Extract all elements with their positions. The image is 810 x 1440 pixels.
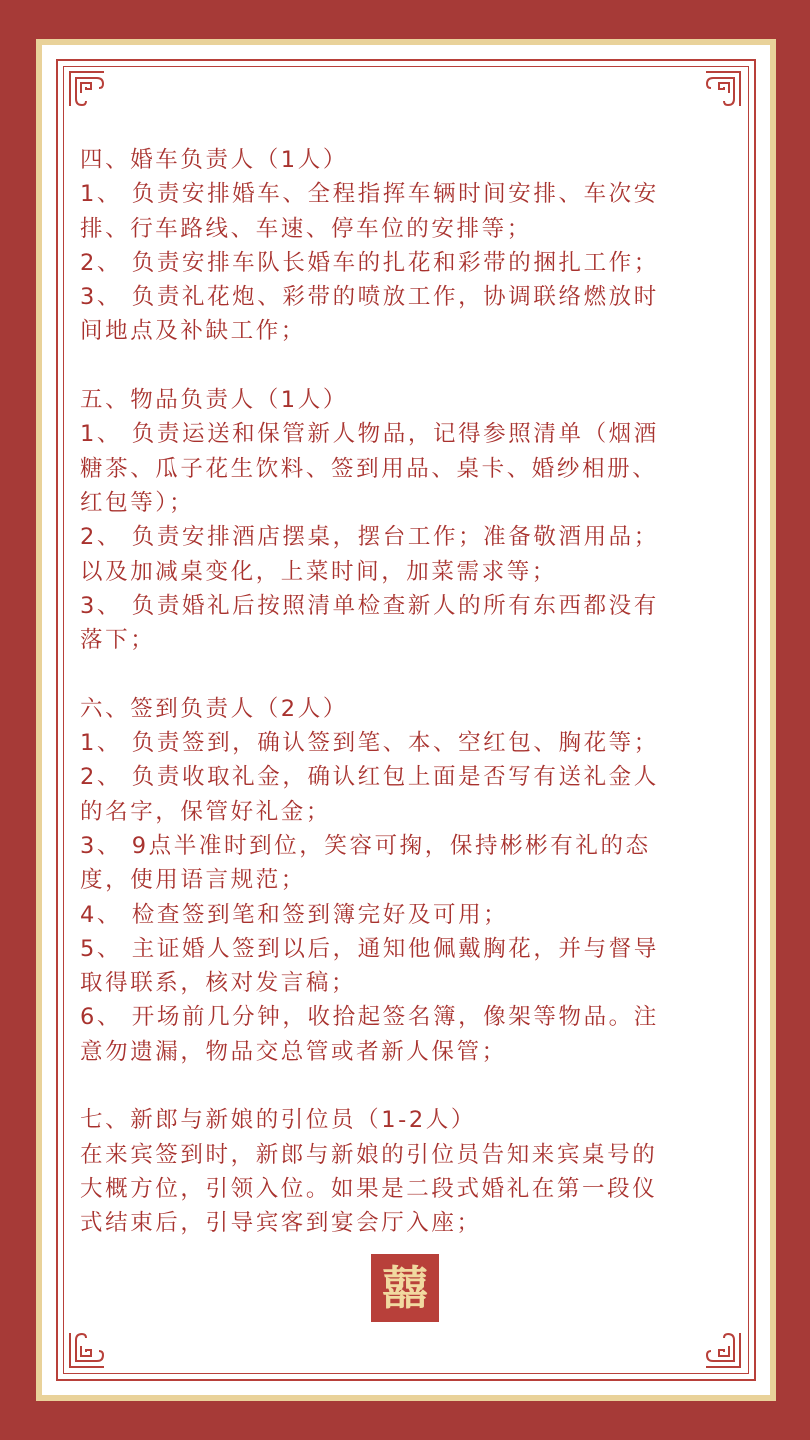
text-line: 大概方位，引领入位。如果是二段式婚礼在第一段仪 bbox=[80, 1175, 658, 1202]
text-line: 5、 主证婚人签到以后，通知他佩戴胸花，并与督导 bbox=[80, 935, 659, 962]
section-heading: 七、新郎与新娘的引位员（1-2人） bbox=[80, 1107, 476, 1134]
section-check-in bbox=[80, 692, 728, 1069]
text-line: 1、 负责签到，确认签到笔、本、空红包、胸花等； bbox=[80, 730, 659, 757]
section-wedding-car bbox=[80, 143, 728, 349]
text-line: 式结束后，引导宾客到宴会厅入座； bbox=[80, 1210, 482, 1237]
text-line: 的名字，保管好礼金； bbox=[80, 798, 332, 825]
text-line: 糖茶、瓜子花生饮料、签到用品、桌卡、婚纱相册、 bbox=[80, 455, 658, 482]
text-line: 2、 负责安排酒店摆桌，摆台工作；准备敬酒用品； bbox=[80, 524, 659, 551]
corner-ornament-icon bbox=[703, 1330, 743, 1370]
text-line: 4、 检查签到笔和签到簿完好及可用； bbox=[80, 901, 509, 928]
text-line: 在来宾签到时，新郎与新娘的引位员告知来宾桌号的 bbox=[80, 1141, 658, 1168]
text-line: 6、 开场前几分钟，收拾起签名簿，像架等物品。注 bbox=[80, 1004, 659, 1031]
double-happiness-icon: 囍 bbox=[371, 1254, 439, 1322]
text-line: 3、 9点半准时到位，笑容可掬，保持彬彬有礼的态 bbox=[80, 832, 651, 859]
text-line: 意勿遗漏，物品交总管或者新人保管； bbox=[80, 1038, 507, 1065]
text-line: 排、行车路线、车速、停车位的安排等； bbox=[80, 215, 532, 242]
document-body bbox=[80, 143, 728, 1275]
text-line: 3、 负责礼花炮、彩带的喷放工作，协调联络燃放时 bbox=[80, 284, 659, 311]
corner-ornament-icon bbox=[703, 69, 743, 109]
text-line: 以及加减桌变化，上菜时间，加菜需求等； bbox=[80, 558, 557, 585]
text-line: 3、 负责婚礼后按照清单检查新人的所有东西都没有 bbox=[80, 592, 659, 619]
text-line: 1、 负责运送和保管新人物品，记得参照清单（烟酒 bbox=[80, 421, 659, 448]
text-line: 落下； bbox=[80, 627, 156, 654]
text-line: 2、 负责安排车队长婚车的扎花和彩带的捆扎工作； bbox=[80, 249, 659, 276]
corner-ornament-icon bbox=[67, 69, 107, 109]
section-heading: 五、物品负责人（1人） bbox=[80, 387, 348, 414]
corner-ornament-icon bbox=[67, 1330, 107, 1370]
text-line: 度，使用语言规范； bbox=[80, 867, 306, 894]
section-items bbox=[80, 383, 728, 657]
text-line: 取得联系，核对发言稿； bbox=[80, 970, 357, 997]
section-ushers bbox=[80, 1103, 728, 1240]
text-line: 红包等）； bbox=[80, 489, 195, 516]
section-heading: 六、签到负责人（2人） bbox=[80, 695, 348, 722]
text-line: 1、 负责安排婚车、全程指挥车辆时间安排、车次安 bbox=[80, 181, 659, 208]
section-heading: 四、婚车负责人（1人） bbox=[80, 147, 348, 173]
text-line: 2、 负责收取礼金，确认红包上面是否写有送礼金人 bbox=[80, 764, 659, 791]
text-line: 间地点及补缺工作； bbox=[80, 318, 306, 345]
